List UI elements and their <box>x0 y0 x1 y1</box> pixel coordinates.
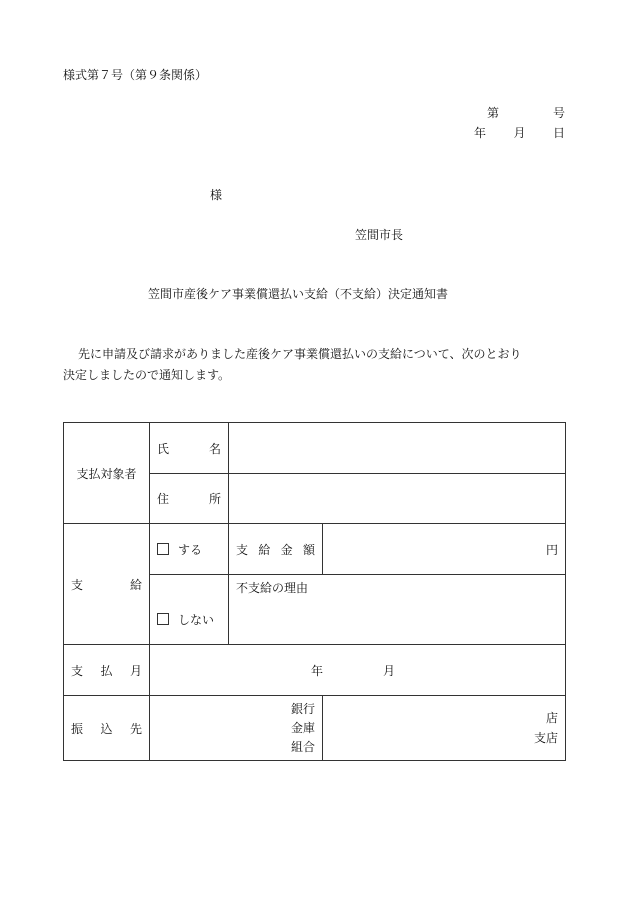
month-unit: 月 <box>383 664 396 678</box>
address-value-cell[interactable] <box>229 474 566 524</box>
form-number: 様式第７号（第９条関係） <box>63 68 208 82</box>
body-line-1: 先に申請及び請求がありました産後ケア事業償還払いの支給について、次のとおり <box>78 347 522 361</box>
name-value-cell[interactable] <box>229 423 566 474</box>
doc-number-prefix: 第 <box>487 106 500 120</box>
month-label-cell <box>64 645 150 696</box>
doc-number-suffix: 号 <box>552 106 565 120</box>
amount-label-char-2: 給 <box>258 542 271 557</box>
nopay-checkbox-icon[interactable] <box>157 613 169 625</box>
bank-type-3: 組合 <box>290 739 315 754</box>
month-label-char-1: 支 <box>71 663 84 678</box>
decision-table <box>63 422 566 761</box>
address-label-cell <box>150 474 229 524</box>
amount-label-char-1: 支 <box>236 542 249 557</box>
bank-type-2: 金庫 <box>290 720 315 735</box>
pay-checkbox-icon[interactable] <box>157 543 169 555</box>
address-label-char-1: 住 <box>157 492 170 506</box>
payment-label-char-1: 支 <box>71 577 84 592</box>
sender: 笠間市長 <box>355 228 404 242</box>
nopay-option-cell[interactable] <box>150 575 229 645</box>
document-number <box>487 104 565 121</box>
nopay-option-label: しない <box>178 613 215 627</box>
payment-row <box>64 524 566 575</box>
name-label-char-1: 氏 <box>157 441 170 456</box>
name-label-cell <box>150 423 229 474</box>
month-label-char-3: 月 <box>129 663 142 678</box>
issue-date <box>474 124 565 141</box>
month-label-char-2: 払 <box>100 663 113 678</box>
transfer-row <box>64 696 566 761</box>
payment-label-char-2: 給 <box>129 577 142 592</box>
pay-option-cell[interactable] <box>150 524 229 575</box>
body-line-2: 決定しましたので通知します。 <box>63 368 231 382</box>
bank-type-1: 銀行 <box>290 701 315 716</box>
transfer-label-char-1: 振 <box>71 721 84 736</box>
date-day: 日 <box>552 126 565 140</box>
name-row <box>64 423 566 474</box>
branch-type-2: 支店 <box>533 731 558 745</box>
reason-cell[interactable] <box>229 575 566 645</box>
amount-label-char-4: 額 <box>302 542 315 557</box>
date-month: 月 <box>513 126 526 140</box>
address-label-char-2: 所 <box>208 492 221 506</box>
document-title: 笠間市産後ケア事業償還払い支給（不支給）決定通知書 <box>148 287 449 301</box>
amount-label-char-3: 金 <box>280 542 293 557</box>
bank-name-cell[interactable] <box>150 696 323 761</box>
transfer-label-cell <box>64 696 150 761</box>
yen-unit: 円 <box>545 542 558 557</box>
amount-value-cell[interactable] <box>323 524 566 575</box>
name-label-char-2: 名 <box>208 441 221 456</box>
month-value-cell[interactable] <box>150 645 566 696</box>
year-unit: 年 <box>311 664 324 678</box>
date-year: 年 <box>474 126 487 140</box>
recipient-label: 支払対象者 <box>64 423 150 524</box>
addressee-suffix: 様 <box>210 188 223 202</box>
reason-label: 不支給の理由 <box>236 581 309 595</box>
amount-label-cell <box>229 524 323 575</box>
transfer-label-char-3: 先 <box>129 721 142 736</box>
month-row <box>64 645 566 696</box>
payment-label-cell <box>64 524 150 645</box>
branch-name-cell[interactable] <box>323 696 566 761</box>
branch-type-1: 店 <box>545 711 558 725</box>
transfer-label-char-2: 込 <box>100 721 113 736</box>
pay-option-label: する <box>178 542 203 557</box>
